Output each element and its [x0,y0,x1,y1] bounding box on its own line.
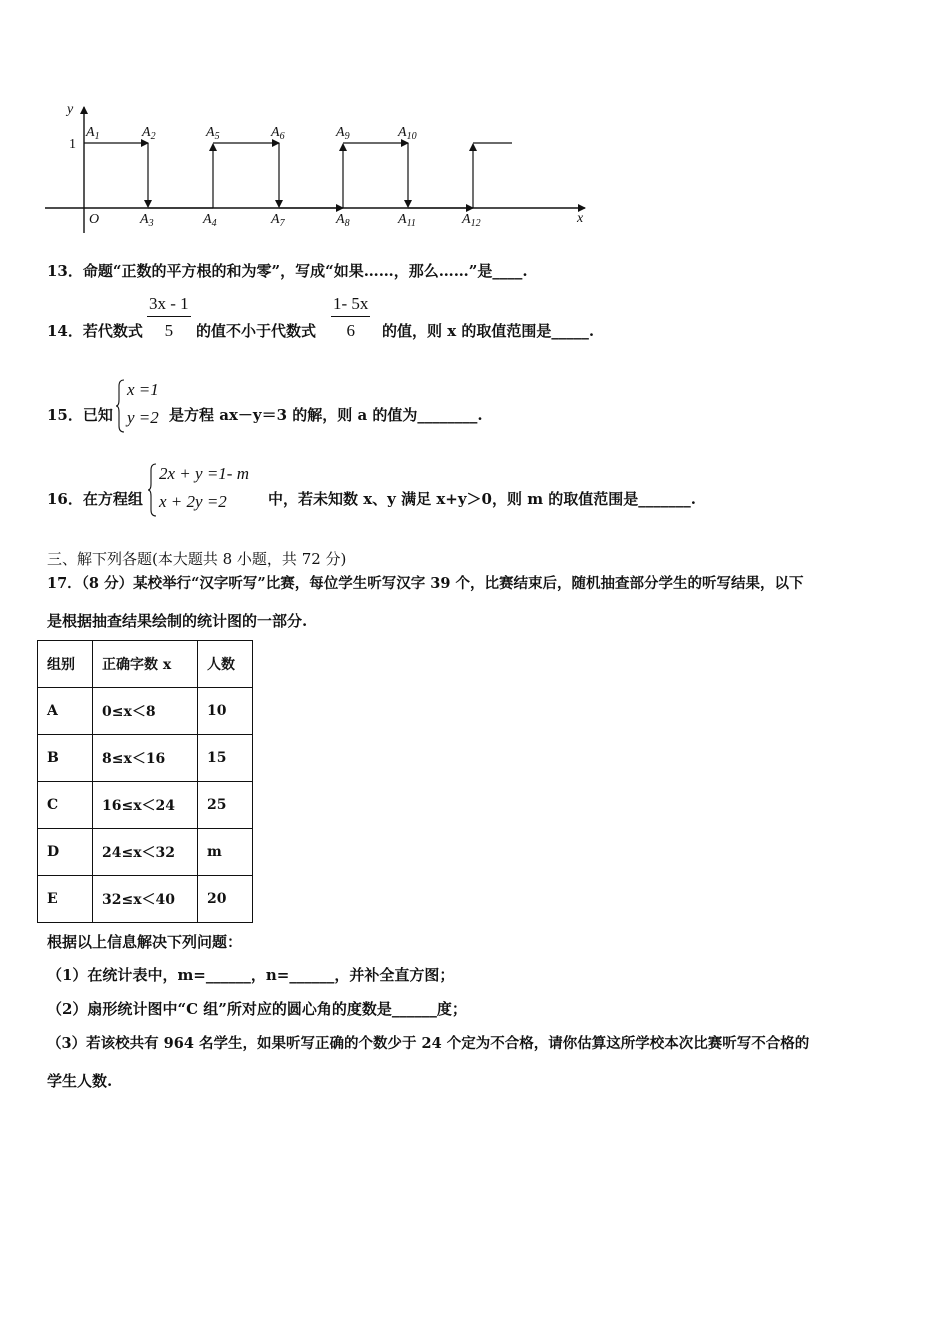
point-label: $A_8$ [336,212,350,229]
fraction-1-denominator: 5 [164,321,174,340]
question-15-suffix: 是方程 ax－y＝3 的解，则 a 的值为________. [169,406,483,424]
step-figure [40,95,600,235]
table-cell: E [38,876,93,923]
problem-part-2: （2）扇形统计图中“C 组”所对应的圆心角的度数是______度； [47,1000,467,1018]
point-label: $A_2$ [142,125,156,142]
problem-intro: 根据以上信息解决下列问题： [47,933,243,951]
point-label: $A_6$ [271,125,285,142]
table-header: 人数 [198,641,253,688]
point-label: $A_9$ [336,125,350,142]
table-header-row [38,641,253,688]
table-row [38,876,253,923]
table-cell: 10 [198,688,253,735]
point-label: $A_5$ [206,125,220,142]
y-tick-label: 1 [69,137,76,152]
table-cell: A [38,688,93,735]
origin-label: O [89,212,100,227]
equation-system-15 [116,378,168,434]
question-14-middle: 的值不小于代数式 [196,322,317,340]
brace-icon [116,378,126,434]
system-line-1: 2x + y =1- m [159,464,249,483]
table-cell: 15 [198,735,253,782]
question-17-line-2: 是根据抽查结果绘制的统计图的一部分. [47,612,308,630]
table-cell: B [38,735,93,782]
table-cell: 25 [198,782,253,829]
fraction-2 [331,294,370,341]
table-cell: m [198,829,253,876]
y-axis-label: y [67,102,74,117]
point-label: $A_1$ [86,125,100,142]
point-label: $A_7$ [271,212,285,229]
table-cell: C [38,782,93,829]
problem-part-1: （1）在统计表中，m=______，n=______，并补全直方图； [47,966,455,984]
section-heading: 三、解下列各题(本大题共 8 小题，共 72 分) [47,550,347,568]
brace-icon [148,462,158,518]
point-label: $A_{12}$ [462,212,481,229]
stat-table [37,640,253,923]
table-row [38,782,253,829]
table-cell: 20 [198,876,253,923]
question-13: 13．命题“正数的平方根的和为零”，写成“如果……，那么……”是____. [47,262,528,280]
table-cell: D [38,829,93,876]
question-16-prefix: 16．在方程组 [47,490,143,508]
table-header: 组别 [38,641,93,688]
table-cell: 24≤x＜32 [93,829,198,876]
system-line-2: y =2 [127,408,159,427]
fraction-2-denominator: 6 [346,321,355,340]
question-14-prefix: 14．若代数式 [47,322,143,340]
problem-part-3-line-1: （3）若该校共有 964 名学生，如果听写正确的个数少于 24 个定为不合格，请你估算这所学校本次比赛听写不合格的 [47,1035,810,1052]
table-row [38,829,253,876]
table-cell: 8≤x＜16 [93,735,198,782]
question-15-prefix: 15．已知 [47,406,113,424]
table-cell: 16≤x＜24 [93,782,198,829]
point-label: $A_3$ [140,212,154,229]
x-axis-label: x [577,211,584,226]
system-line-1: x =1 [127,380,159,399]
equation-system-16 [148,462,266,518]
table-row [38,735,253,782]
question-16-suffix: 中，若未知数 x、y 满足 x+y＞0，则 m 的取值范围是_______. [268,490,697,508]
problem-part-3-line-2: 学生人数. [47,1072,113,1090]
table-header: 正确字数 x [93,641,198,688]
fraction-2-numerator: 1- 5x [331,294,370,317]
question-14-suffix: 的值，则 x 的取值范围是_____. [382,322,595,340]
point-label: $A_{10}$ [398,125,417,142]
point-label: $A_4$ [203,212,217,229]
table-cell: 0≤x＜8 [93,688,198,735]
system-line-2: x + 2y =2 [159,492,227,511]
fraction-1-numerator: 3x - 1 [147,294,191,317]
fraction-1 [147,294,191,341]
table-row [38,688,253,735]
point-label: $A_{11}$ [398,212,416,229]
question-17-line-1: 17．（8 分）某校举行“汉字听写”比赛，每位学生听写汉字 39 个，比赛结束后，随机抽查部分学生的听写结果，以下 [47,575,804,592]
table-cell: 32≤x＜40 [93,876,198,923]
